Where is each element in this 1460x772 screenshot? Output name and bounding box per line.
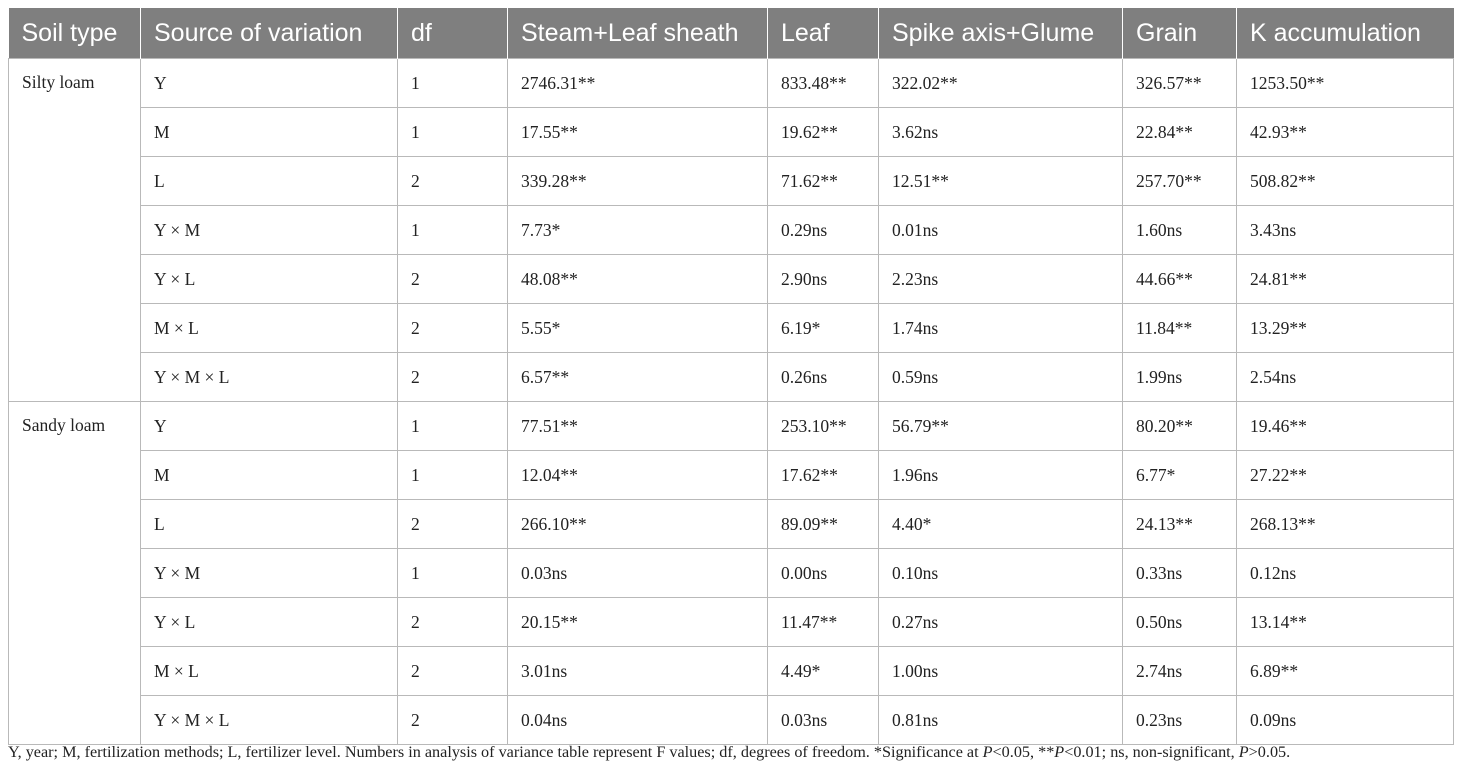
cell-k-accumulation: 3.43ns: [1237, 206, 1454, 255]
cell-source: Y: [141, 402, 398, 451]
header-spike-axis-glume: Spike axis+Glume: [879, 8, 1123, 59]
cell-grain: 80.20**: [1123, 402, 1237, 451]
cell-source: M × L: [141, 304, 398, 353]
anova-table: [8, 8, 1454, 745]
cell-steam-leaf-sheath: 2746.31**: [508, 59, 768, 108]
cell-steam-leaf-sheath: 6.57**: [508, 353, 768, 402]
cell-k-accumulation: 19.46**: [1237, 402, 1454, 451]
table-row: [9, 206, 1454, 255]
cell-k-accumulation: 24.81**: [1237, 255, 1454, 304]
cell-source: Y × M: [141, 206, 398, 255]
table-row: [9, 696, 1454, 745]
cell-grain: 257.70**: [1123, 157, 1237, 206]
cell-k-accumulation: 13.29**: [1237, 304, 1454, 353]
cell-grain: 0.23ns: [1123, 696, 1237, 745]
cell-df: 1: [398, 59, 508, 108]
cell-df: 1: [398, 451, 508, 500]
cell-grain: 6.77*: [1123, 451, 1237, 500]
cell-source: Y × M × L: [141, 696, 398, 745]
cell-leaf: 17.62**: [768, 451, 879, 500]
footnote-text-1: Y, year; M, fertilization methods; L, fertilizer level. Numbers in analysis of variance table represent F values; df, degrees of freedom. *Significance at: [8, 743, 983, 761]
header-row: [9, 8, 1454, 59]
cell-df: 2: [398, 500, 508, 549]
cell-df: 2: [398, 255, 508, 304]
cell-k-accumulation: 42.93**: [1237, 108, 1454, 157]
cell-steam-leaf-sheath: 0.04ns: [508, 696, 768, 745]
cell-source: L: [141, 500, 398, 549]
cell-df: 2: [398, 598, 508, 647]
table-row: [9, 157, 1454, 206]
cell-source: Y × M × L: [141, 353, 398, 402]
cell-spike-axis-glume: 322.02**: [879, 59, 1123, 108]
cell-steam-leaf-sheath: 0.03ns: [508, 549, 768, 598]
cell-leaf: 0.03ns: [768, 696, 879, 745]
cell-leaf: 253.10**: [768, 402, 879, 451]
cell-spike-axis-glume: 2.23ns: [879, 255, 1123, 304]
cell-spike-axis-glume: 0.01ns: [879, 206, 1123, 255]
cell-steam-leaf-sheath: 266.10**: [508, 500, 768, 549]
cell-leaf: 89.09**: [768, 500, 879, 549]
table-row: [9, 647, 1454, 696]
cell-k-accumulation: 13.14**: [1237, 598, 1454, 647]
cell-df: 2: [398, 157, 508, 206]
cell-source: Y: [141, 59, 398, 108]
cell-grain: 11.84**: [1123, 304, 1237, 353]
cell-df: 2: [398, 696, 508, 745]
cell-steam-leaf-sheath: 12.04**: [508, 451, 768, 500]
footnote-text-2: <0.05, **: [992, 743, 1055, 761]
cell-k-accumulation: 268.13**: [1237, 500, 1454, 549]
footnote-text-4: >0.05.: [1248, 743, 1291, 761]
table-row: [9, 353, 1454, 402]
cell-grain: 1.60ns: [1123, 206, 1237, 255]
header-k-accumulation: K accumulation: [1237, 8, 1454, 59]
cell-spike-axis-glume: 4.40*: [879, 500, 1123, 549]
cell-grain: 22.84**: [1123, 108, 1237, 157]
cell-source: M × L: [141, 647, 398, 696]
cell-spike-axis-glume: 1.74ns: [879, 304, 1123, 353]
cell-df: 1: [398, 206, 508, 255]
header-source-of-variation: Source of variation: [141, 8, 398, 59]
table-row: [9, 549, 1454, 598]
cell-grain: 24.13**: [1123, 500, 1237, 549]
cell-source: L: [141, 157, 398, 206]
cell-df: 2: [398, 647, 508, 696]
cell-steam-leaf-sheath: 17.55**: [508, 108, 768, 157]
cell-soil-type: Silty loam: [9, 59, 141, 402]
header-df: df: [398, 8, 508, 59]
table-row: [9, 500, 1454, 549]
table-row: [9, 598, 1454, 647]
cell-leaf: 6.19*: [768, 304, 879, 353]
header-soil-type: Soil type: [9, 8, 141, 59]
cell-spike-axis-glume: 1.96ns: [879, 451, 1123, 500]
header-leaf: Leaf: [768, 8, 879, 59]
cell-k-accumulation: 2.54ns: [1237, 353, 1454, 402]
cell-grain: 326.57**: [1123, 59, 1237, 108]
cell-source: Y × M: [141, 549, 398, 598]
cell-leaf: 0.26ns: [768, 353, 879, 402]
table-row: [9, 451, 1454, 500]
cell-grain: 44.66**: [1123, 255, 1237, 304]
cell-leaf: 2.90ns: [768, 255, 879, 304]
cell-k-accumulation: 508.82**: [1237, 157, 1454, 206]
cell-leaf: 71.62**: [768, 157, 879, 206]
cell-steam-leaf-sheath: 77.51**: [508, 402, 768, 451]
cell-df: 2: [398, 304, 508, 353]
footnote-p-symbol: P: [982, 743, 993, 761]
cell-grain: 1.99ns: [1123, 353, 1237, 402]
table-body: [9, 59, 1454, 745]
header-steam-leaf-sheath: Steam+Leaf sheath: [508, 8, 768, 59]
anova-table-container: [8, 8, 1453, 745]
cell-grain: 2.74ns: [1123, 647, 1237, 696]
cell-source: M: [141, 108, 398, 157]
cell-steam-leaf-sheath: 20.15**: [508, 598, 768, 647]
table-row: [9, 108, 1454, 157]
cell-grain: 0.50ns: [1123, 598, 1237, 647]
footnote-p-symbol: P: [1054, 743, 1065, 761]
cell-spike-axis-glume: 0.59ns: [879, 353, 1123, 402]
cell-leaf: 0.00ns: [768, 549, 879, 598]
footnote-text-3: <0.01; ns, non-significant,: [1064, 743, 1239, 761]
table-row: [9, 304, 1454, 353]
cell-source: Y × L: [141, 598, 398, 647]
cell-steam-leaf-sheath: 5.55*: [508, 304, 768, 353]
cell-leaf: 19.62**: [768, 108, 879, 157]
cell-leaf: 833.48**: [768, 59, 879, 108]
cell-steam-leaf-sheath: 339.28**: [508, 157, 768, 206]
cell-soil-type: Sandy loam: [9, 402, 141, 745]
cell-spike-axis-glume: 56.79**: [879, 402, 1123, 451]
cell-k-accumulation: 27.22**: [1237, 451, 1454, 500]
table-row: [9, 402, 1454, 451]
cell-spike-axis-glume: 0.81ns: [879, 696, 1123, 745]
cell-k-accumulation: 0.12ns: [1237, 549, 1454, 598]
table-footnote: [8, 743, 1458, 762]
cell-spike-axis-glume: 1.00ns: [879, 647, 1123, 696]
cell-df: 1: [398, 108, 508, 157]
cell-steam-leaf-sheath: 48.08**: [508, 255, 768, 304]
cell-spike-axis-glume: 3.62ns: [879, 108, 1123, 157]
footnote-p-symbol: P: [1238, 743, 1249, 761]
header-grain: Grain: [1123, 8, 1237, 59]
cell-k-accumulation: 1253.50**: [1237, 59, 1454, 108]
cell-leaf: 11.47**: [768, 598, 879, 647]
cell-spike-axis-glume: 0.27ns: [879, 598, 1123, 647]
cell-steam-leaf-sheath: 7.73*: [508, 206, 768, 255]
table-row: [9, 59, 1454, 108]
cell-leaf: 0.29ns: [768, 206, 879, 255]
table-row: [9, 255, 1454, 304]
cell-grain: 0.33ns: [1123, 549, 1237, 598]
cell-leaf: 4.49*: [768, 647, 879, 696]
cell-spike-axis-glume: 0.10ns: [879, 549, 1123, 598]
cell-source: M: [141, 451, 398, 500]
cell-steam-leaf-sheath: 3.01ns: [508, 647, 768, 696]
cell-df: 1: [398, 549, 508, 598]
cell-df: 2: [398, 353, 508, 402]
cell-source: Y × L: [141, 255, 398, 304]
cell-k-accumulation: 6.89**: [1237, 647, 1454, 696]
cell-spike-axis-glume: 12.51**: [879, 157, 1123, 206]
cell-df: 1: [398, 402, 508, 451]
cell-k-accumulation: 0.09ns: [1237, 696, 1454, 745]
